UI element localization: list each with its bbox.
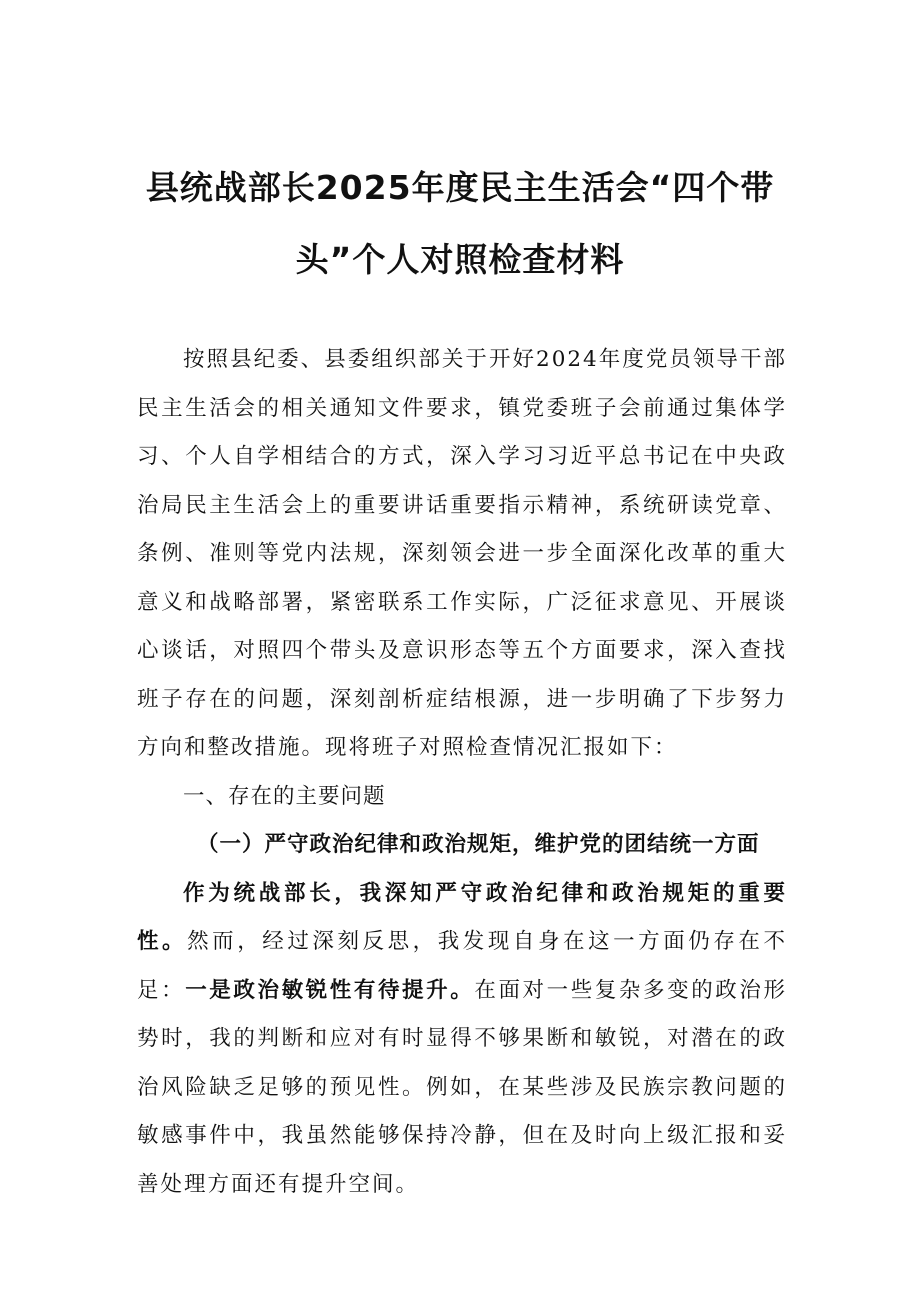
title-line-2: 头”个人对照检查材料 [295,240,625,279]
document-body [137,336,787,1209]
paragraph-text: 在面对一些复杂多变的政治形势时，我的判断和应对有时显得不够果断和敏锐，对潜在的政治风险缺乏足够的预见性。例如，在某些涉及民族宗教问题的敏感事件中，我虽然能够保持冷静，但在及时向上级汇报和妥善处理方面还有提升空间。 [137,977,787,1197]
paragraph-text: 然而，经过深刻反思，我发现自身在这一方面仍存在不足： [137,929,787,1003]
title-line-1: 县统战部长2025年度民主生活会“四个带 [145,168,775,207]
section-heading: 一、存在的主要问题 [183,783,386,809]
body-paragraph [137,870,787,1210]
point-heading: 一是政治敏锐性有待提升。 [185,977,475,1003]
subsection-heading: （一）严守政治纪律和政治规矩，维护党的团结统一方面 [197,832,760,857]
lead-sentence: 作为统战部长，我深知严守政治纪律和政治规矩的重要性。 [137,880,787,954]
intro-paragraph: 按照县纪委、县委组织部关于开好2024年度党员领导干部民主生活会的相关通知文件要求，镇党委班子会前通过集体学习、个人自学相结合的方式，深入学习习近平总书记在中央政治局民主生活会上的重要讲话重要指示精神，系统研读党章、条例、准则等党内法规，深刻领会进一步全面深化改革的重大意义和战略部署，紧密联系工作实际，广泛征求意见、开展谈心谈话，对照四个带头及意识形态等五个方面要求，深入查找班子存在的问题，深刻剖析症结根源，进一步明确了下步努力方向和整改措施。现将班子对照检查情况汇报如下： [137,347,787,760]
